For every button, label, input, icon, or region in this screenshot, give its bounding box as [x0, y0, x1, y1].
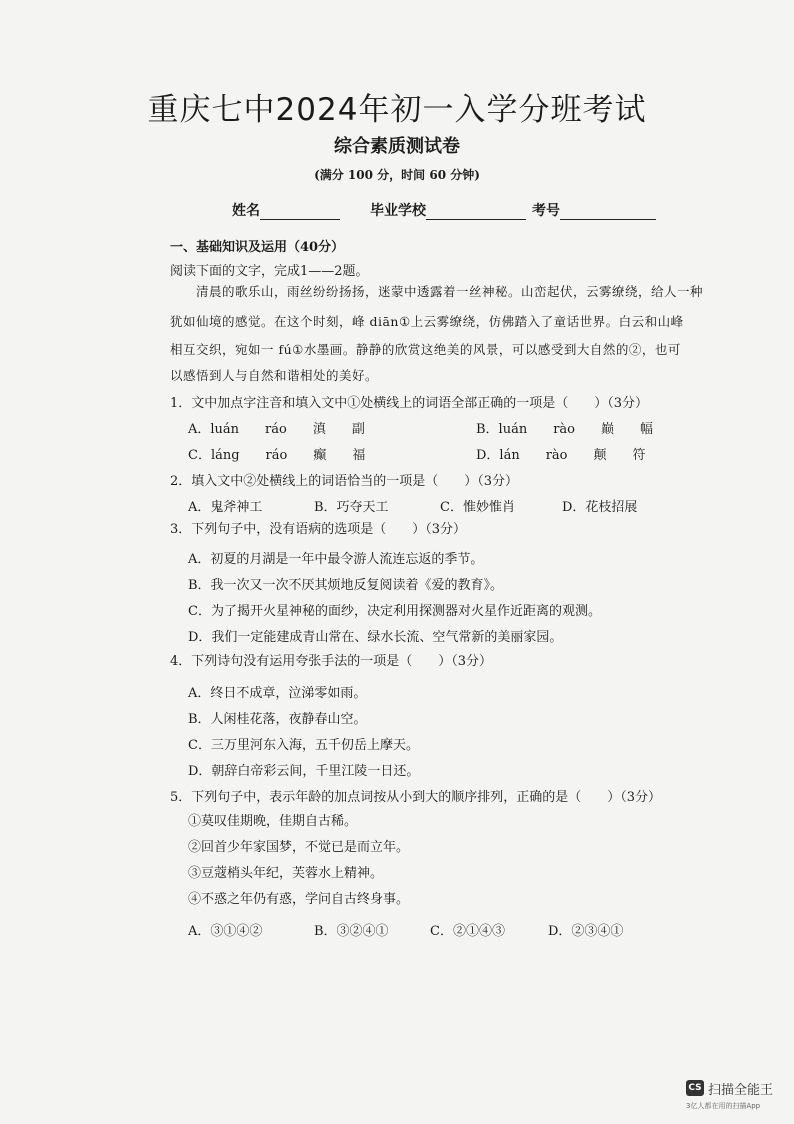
- q5-option-a: A．③①④②: [188, 924, 263, 939]
- q3-option-c: C．为了揭开火星神秘的面纱，决定利用探测器对火星作近距离的观测。: [188, 604, 601, 619]
- q5-sentence: ①莫叹佳期晚，佳期自古稀。: [188, 814, 358, 829]
- question-5-stem: 5．下列句子中，表示年龄的加点词按从小到大的顺序排列，正确的是（ ）（3分）: [170, 790, 662, 805]
- score-time-note: (满分 100 分，时间 60 分钟): [314, 168, 480, 182]
- q4-option-b: B．人闲桂花落，夜静春山空。: [188, 712, 367, 727]
- q4-option-c: C．三万里河东入海，五千仞岳上摩天。: [188, 738, 419, 753]
- q5-sentence: ③豆蔻梢头年纪，芙蓉水上精神。: [188, 866, 384, 881]
- question-2-stem: 2．填入文中②处横线上的词语恰当的一项是（ ）（3分）: [170, 474, 519, 489]
- q3-option-d: D．我们一定能建成青山常在、绿水长流、空气常新的美丽家园。: [188, 630, 563, 645]
- q2-option-b: B．巧夺天工: [314, 500, 389, 515]
- school-label: 毕业学校: [370, 203, 426, 219]
- q1-option-b: B．luán rào 巅 幅: [476, 422, 653, 437]
- q4-option-d: D．朝辞白帝彩云间，千里江陵一日还。: [188, 764, 420, 779]
- passage-line: 犹如仙境的感觉。在这个时刻，峰 diān①上云雾缭绕，仿佛踏入了童话世界。白云和山峰: [170, 314, 684, 329]
- id-label: 考号: [532, 203, 560, 219]
- q4-option-a: A．终日不成章，泣涕零如雨。: [188, 686, 367, 701]
- question-4-stem: 4．下列诗句没有运用夸张手法的一项是（ ）（3分）: [170, 654, 493, 669]
- reading-intro: 阅读下面的文字，完成1——2题。: [170, 264, 369, 279]
- q3-option-b: B．我一次又一次不厌其烦地反复阅读着《爱的教育》。: [188, 578, 504, 593]
- q1-option-d: D．lán rào 颠 符: [476, 448, 646, 463]
- passage-line: 以感悟到人与自然和谐相处的美好。: [170, 368, 379, 383]
- name-field: [232, 200, 340, 220]
- q2-option-a: A．鬼斧神工: [188, 500, 263, 515]
- q1-option-c: C．láng ráo 癫 福: [188, 448, 366, 463]
- question-3-stem: 3．下列句子中，没有语病的选项是（ ）（3分）: [170, 522, 467, 537]
- q2-option-c: C．惟妙惟肖: [440, 500, 515, 515]
- question-1-stem: 1．文中加点字注音和填入文中①处横线上的词语全部正确的一项是（ ）（3分）: [170, 396, 649, 411]
- q2-option-d: D．花枝招展: [562, 500, 638, 515]
- passage-line: 相互交织，宛如一 fú①水墨画。静静的欣赏这绝美的风景，可以感受到大自然的②，也可: [170, 342, 681, 357]
- id-blank: [560, 205, 656, 220]
- q5-option-d: D．②③④①: [548, 924, 624, 939]
- name-label: 姓名: [232, 203, 260, 219]
- name-blank: [260, 205, 340, 220]
- q5-option-b: B．③②④①: [314, 924, 389, 939]
- id-field: [532, 200, 656, 220]
- passage-line: 清晨的歌乐山，雨丝纷纷扬扬，迷蒙中透露着一丝神秘。山峦起伏，云雾缭绕，给人一种: [196, 284, 704, 299]
- q5-sentence: ②回首少年家国梦，不觉已是而立年。: [188, 840, 410, 855]
- scanner-watermark-tagline: 3亿人都在用的扫描App: [686, 1102, 761, 1110]
- exam-title: 重庆七中2024年初一入学分班考试: [147, 92, 647, 128]
- section-heading: 一、基础知识及运用（40分）: [170, 240, 345, 255]
- q5-sentence: ④不惑之年仍有惑，学问自古终身事。: [188, 892, 410, 907]
- q5-option-c: C．②①④③: [430, 924, 505, 939]
- q3-option-a: A．初夏的月湖是一年中最令游人流连忘返的季节。: [188, 552, 484, 567]
- exam-subtitle: 综合素质测试卷: [334, 136, 460, 157]
- q1-option-a: A．luán ráo 滇 副: [188, 422, 365, 437]
- school-field: [370, 200, 526, 220]
- camscanner-logo-icon: CS: [686, 1080, 704, 1096]
- school-blank: [426, 205, 526, 220]
- scanner-watermark-name: 扫描全能王: [708, 1083, 774, 1098]
